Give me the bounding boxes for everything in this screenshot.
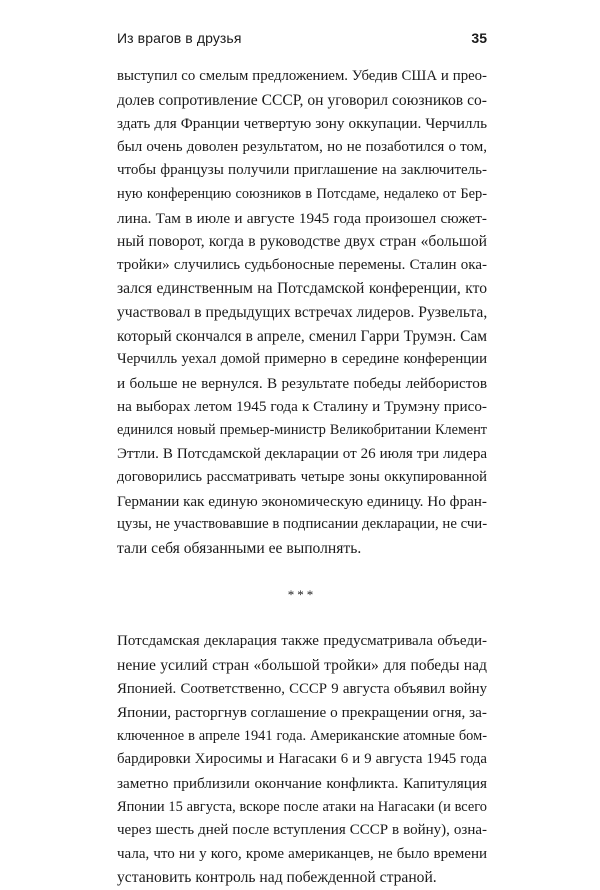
paragraph-1 xyxy=(117,65,487,560)
text-line: чтобы французы получили приглашение на заключитель- xyxy=(117,162,487,179)
text-line: был очень доволен результатом, но не позаботился о том, xyxy=(117,138,487,155)
section-separator: *** xyxy=(287,587,317,603)
text-line: Эттли. В Потсдамской декларации от 26 июля три лидера xyxy=(117,445,487,462)
running-title: Из врагов в друзья xyxy=(117,30,242,46)
text-line: нение усилий стран «большой тройки» для победы над xyxy=(117,657,487,675)
text-line: ключенное в апреле 1941 года. Американские атомные бом- xyxy=(117,727,487,744)
text-line: тройки» случились судьбоносные перемены. Сталин ока- xyxy=(117,256,487,273)
text-line: заметно приблизили окончание конфликта. Капитуляция xyxy=(117,775,487,793)
text-line: Японии, расторгнув соглашение о прекращении огня, за- xyxy=(117,704,487,722)
text-line: долев сопротивление СССР, он уговорил союзников со- xyxy=(117,91,487,109)
paragraph-2 xyxy=(117,630,487,890)
running-head xyxy=(117,30,487,52)
text-line: ный поворот, когда в руководстве двух стран «большой xyxy=(117,233,487,251)
text-line: участвовал в предыдущих встречах лидеров. Рузвельта, xyxy=(117,303,488,321)
text-line: договорились рассматривать четыре зоны оккупированной xyxy=(117,469,487,486)
text-line: цузы, не участвовавшие в подписании декларации, не счи- xyxy=(117,516,488,533)
text-line: выступил со смелым предложением. Убедив США и прео- xyxy=(117,68,487,84)
text-line: бардировки Хиросимы и Нагасаки 6 и 9 августа 1945 года xyxy=(117,751,487,768)
text-line: на выборах летом 1945 года к Сталину и Трумэну присо- xyxy=(117,398,487,416)
text-line: через шесть дней после вступления СССР в войну), озна- xyxy=(117,822,487,839)
text-line: единился новый премьер-министр Великобритании Клемент xyxy=(117,421,487,438)
page-number: 35 xyxy=(471,30,487,46)
text-line: Японией. Соответственно, СССР 9 августа объявил войну xyxy=(117,680,487,697)
text-line: ную конференцию союзников в Потсдаме, недалеко от Бер- xyxy=(117,185,487,202)
text-line: Германии как единую экономическую единицу. Но фран- xyxy=(117,492,487,510)
text-line: чала, что ни у кого, кроме американцев, не было времени xyxy=(117,845,487,862)
text-line: Черчилль уехал домой примерно в середине конференции xyxy=(117,351,487,368)
text-line: Японии 15 августа, вскоре после атаки на Нагасаки (и всего xyxy=(117,798,487,815)
text-line: зался единственным на Потсдамской конференции, кто xyxy=(117,280,487,298)
text-line: и больше не вернулся. В результате победы лейбористов xyxy=(117,374,487,392)
text-line: Потсдамская декларация также предусматривала объеди- xyxy=(117,633,487,650)
text-line: здать для Франции четвертую зону оккупации. Черчилль xyxy=(117,115,487,133)
text-line: установить контроль над побежденной страной. xyxy=(117,869,437,887)
text-line: тали себя обязанными ее выполнять. xyxy=(117,539,362,557)
body-text xyxy=(117,65,487,890)
text-line: лина. Там в июле и августе 1945 года произошел сюжет- xyxy=(117,209,487,227)
text-line: который скончался в апреле, сменил Гарри Трумэн. Сам xyxy=(117,327,487,345)
